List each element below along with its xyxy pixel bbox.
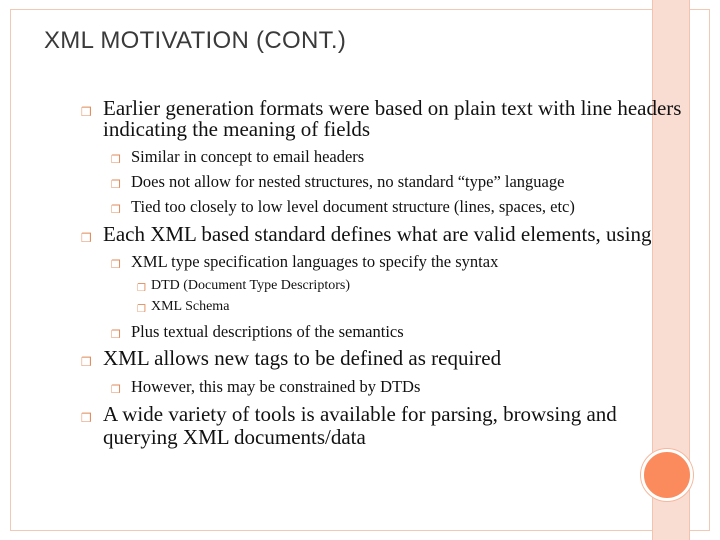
bullet-icon: ❒ [137,283,146,294]
sub-bullet-item [111,172,565,191]
bullet-text: indicating the meaning of fields [103,117,371,141]
bullet-text: Earlier generation formats were based on plain text with line headers [103,96,682,120]
sub-bullet-item [111,252,499,271]
bullet-icon: ❒ [111,383,121,396]
bullet-item [81,346,502,370]
bullet-text: Does not allow for nested structures, no standard “type” language [131,172,565,191]
bullet-icon: ❒ [81,231,92,245]
bullet-icon: ❒ [137,304,146,315]
sub-sub-bullet-item [137,298,230,315]
bullet-icon: ❒ [111,178,121,191]
bullet-text: DTD (Document Type Descriptors) [151,278,350,293]
bullet-item-continuation [103,426,366,449]
bullet-text: Similar in concept to email headers [131,147,365,166]
decorative-circle [641,449,693,501]
bullet-text: However, this may be constrained by DTDs [131,377,421,396]
bullet-item [81,222,652,246]
bullet-text: querying XML documents/data [103,425,366,449]
slide-title: XML MOTIVATION (CONT.) [44,27,347,54]
sub-bullet-item [111,322,404,341]
bullet-icon: ❒ [81,355,92,369]
sub-bullet-item [111,197,575,216]
bullet-icon: ❒ [111,153,121,166]
bullet-icon: ❒ [111,203,121,216]
bullet-text: Plus textual descriptions of the semantics [131,322,404,341]
bullet-text: XML Schema [151,299,230,314]
sub-bullet-item [111,377,421,396]
bullet-text: Each XML based standard defines what are valid elements, using [103,222,652,246]
bullet-text: XML allows new tags to be defined as required [103,346,502,370]
bullet-item [81,402,617,426]
bullet-item-continuation [103,118,370,141]
bullet-text: XML type specification languages to specify the syntax [131,252,499,271]
sub-sub-bullet-item [137,277,350,294]
bullet-icon: ❒ [111,258,121,271]
sub-bullet-item [111,147,365,166]
bullet-text: A wide variety of tools is available for parsing, browsing and [103,402,617,426]
bullet-icon: ❒ [81,105,92,119]
bullet-icon: ❒ [111,328,121,341]
bullet-icon: ❒ [81,411,92,425]
bullet-text: Tied too closely to low level document structure (lines, spaces, etc) [131,197,575,216]
